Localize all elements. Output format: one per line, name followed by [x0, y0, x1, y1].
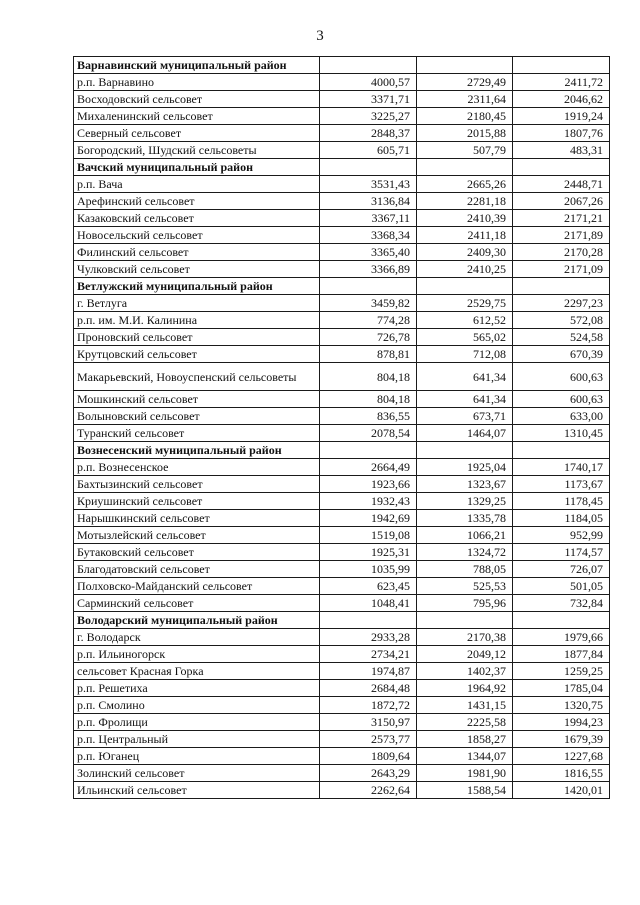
settlement-name: Ильинский сельсовет: [74, 782, 320, 799]
value-col-1: 3367,11: [320, 210, 417, 227]
value-col-1: 3459,82: [320, 295, 417, 312]
value-col-3: 1740,17: [513, 459, 610, 476]
value-col-3: [513, 159, 610, 176]
table-row: [74, 748, 610, 765]
table-row: [74, 544, 610, 561]
value-col-1: 836,55: [320, 408, 417, 425]
value-col-1: 3136,84: [320, 193, 417, 210]
value-col-1: 1519,08: [320, 527, 417, 544]
section-header-row: [74, 612, 610, 629]
value-col-3: 1420,01: [513, 782, 610, 799]
value-col-2: 565,02: [417, 329, 513, 346]
value-col-2: 712,08: [417, 346, 513, 363]
settlement-name: сельсовет Красная Горка: [74, 663, 320, 680]
settlement-name: Новосельский сельсовет: [74, 227, 320, 244]
table-row: [74, 408, 610, 425]
value-col-2: 1964,92: [417, 680, 513, 697]
value-col-2: [417, 57, 513, 74]
value-col-1: 2643,29: [320, 765, 417, 782]
table-row: [74, 595, 610, 612]
value-col-3: 1785,04: [513, 680, 610, 697]
value-col-1: 3225,27: [320, 108, 417, 125]
value-col-3: 1679,39: [513, 731, 610, 748]
value-col-2: [417, 159, 513, 176]
settlement-name: р.п. Решетиха: [74, 680, 320, 697]
settlement-name: Сарминский сельсовет: [74, 595, 320, 612]
table-row: [74, 261, 610, 278]
settlement-name: Золинский сельсовет: [74, 765, 320, 782]
value-col-1: 1923,66: [320, 476, 417, 493]
value-col-3: 600,63: [513, 363, 610, 391]
table-row: [74, 74, 610, 91]
table-row: [74, 391, 610, 408]
value-col-2: 1402,37: [417, 663, 513, 680]
table-row: [74, 329, 610, 346]
value-col-2: 1324,72: [417, 544, 513, 561]
value-col-3: 501,05: [513, 578, 610, 595]
settlement-name: Северный сельсовет: [74, 125, 320, 142]
settlement-name: Волыновский сельсовет: [74, 408, 320, 425]
value-col-3: 2448,71: [513, 176, 610, 193]
value-col-1: 774,28: [320, 312, 417, 329]
settlement-name: Восходовский сельсовет: [74, 91, 320, 108]
settlement-name: р.п. Фролищи: [74, 714, 320, 731]
table-row: [74, 346, 610, 363]
value-col-2: 612,52: [417, 312, 513, 329]
value-col-2: 2665,26: [417, 176, 513, 193]
settlement-name: Полховско-Майданский сельсовет: [74, 578, 320, 595]
value-col-1: 2078,54: [320, 425, 417, 442]
value-col-1: 4000,57: [320, 74, 417, 91]
settlement-name: Макарьевский, Новоуспенский сельсоветы: [74, 363, 320, 391]
value-col-3: [513, 278, 610, 295]
value-col-1: 804,18: [320, 363, 417, 391]
table-row: [74, 142, 610, 159]
table-row: [74, 91, 610, 108]
value-col-1: 2684,48: [320, 680, 417, 697]
value-col-2: 1858,27: [417, 731, 513, 748]
settlement-name: р.п. Центральный: [74, 731, 320, 748]
table-row: [74, 476, 610, 493]
table-row: [74, 244, 610, 261]
settlement-name: Проновский сельсовет: [74, 329, 320, 346]
settlement-name: Михаленинский сельсовет: [74, 108, 320, 125]
value-col-3: 2046,62: [513, 91, 610, 108]
table-row: [74, 493, 610, 510]
value-col-1: 2848,37: [320, 125, 417, 142]
value-col-1: 605,71: [320, 142, 417, 159]
settlement-name: р.п. Юганец: [74, 748, 320, 765]
value-col-2: 641,34: [417, 363, 513, 391]
settlement-name: Чулковский сельсовет: [74, 261, 320, 278]
settlement-name: Арефинский сельсовет: [74, 193, 320, 210]
table-row: [74, 425, 610, 442]
value-col-2: 1066,21: [417, 527, 513, 544]
table-row: [74, 312, 610, 329]
value-col-2: 788,05: [417, 561, 513, 578]
value-col-2: 2180,45: [417, 108, 513, 125]
value-col-3: 726,07: [513, 561, 610, 578]
value-col-2: 795,96: [417, 595, 513, 612]
value-col-1: [320, 612, 417, 629]
value-col-1: 2573,77: [320, 731, 417, 748]
value-col-3: 670,39: [513, 346, 610, 363]
settlement-name: р.п. Вознесенское: [74, 459, 320, 476]
table-row: [74, 697, 610, 714]
table-row: [74, 561, 610, 578]
settlement-name: г. Ветлуга: [74, 295, 320, 312]
value-col-3: 1178,45: [513, 493, 610, 510]
district-name: Ветлужский муниципальный район: [74, 278, 320, 295]
value-col-3: 2171,21: [513, 210, 610, 227]
settlement-name: Бахтызинский сельсовет: [74, 476, 320, 493]
value-col-1: [320, 57, 417, 74]
value-col-1: 3371,71: [320, 91, 417, 108]
value-col-3: 1174,57: [513, 544, 610, 561]
settlement-name: р.п. Варнавино: [74, 74, 320, 91]
value-col-1: 804,18: [320, 391, 417, 408]
value-col-2: 1329,25: [417, 493, 513, 510]
value-col-3: 1807,76: [513, 125, 610, 142]
value-col-1: 3368,34: [320, 227, 417, 244]
value-col-1: 2664,49: [320, 459, 417, 476]
value-col-2: 2410,39: [417, 210, 513, 227]
table-row: [74, 680, 610, 697]
value-col-3: 633,00: [513, 408, 610, 425]
value-col-2: 525,53: [417, 578, 513, 595]
table-row: [74, 782, 610, 799]
settlement-name: Крутцовский сельсовет: [74, 346, 320, 363]
value-col-2: 1588,54: [417, 782, 513, 799]
settlement-name: Бутаковский сельсовет: [74, 544, 320, 561]
table-row: [74, 578, 610, 595]
value-col-2: 641,34: [417, 391, 513, 408]
value-col-1: 3366,89: [320, 261, 417, 278]
table-row: [74, 193, 610, 210]
value-col-2: 1344,07: [417, 748, 513, 765]
value-col-2: 1981,90: [417, 765, 513, 782]
value-col-3: 2171,89: [513, 227, 610, 244]
value-col-1: [320, 159, 417, 176]
value-col-2: 2170,38: [417, 629, 513, 646]
settlement-name: р.п. Вача: [74, 176, 320, 193]
value-col-1: 1942,69: [320, 510, 417, 527]
district-name: Володарский муниципальный район: [74, 612, 320, 629]
section-header-row: [74, 442, 610, 459]
value-col-2: 1464,07: [417, 425, 513, 442]
value-col-2: 2049,12: [417, 646, 513, 663]
value-col-1: 1035,99: [320, 561, 417, 578]
value-col-2: [417, 442, 513, 459]
table-row: [74, 459, 610, 476]
value-col-3: 2411,72: [513, 74, 610, 91]
value-col-3: 2067,26: [513, 193, 610, 210]
value-col-3: 1877,84: [513, 646, 610, 663]
section-header-row: [74, 159, 610, 176]
settlement-name: р.п. Ильиногорск: [74, 646, 320, 663]
value-col-1: [320, 442, 417, 459]
value-col-3: 483,31: [513, 142, 610, 159]
settlement-name: Филинский сельсовет: [74, 244, 320, 261]
value-col-2: 1431,15: [417, 697, 513, 714]
value-col-1: 2734,21: [320, 646, 417, 663]
settlement-name: Богородский, Шудский сельсоветы: [74, 142, 320, 159]
value-col-2: 2015,88: [417, 125, 513, 142]
value-col-2: 2529,75: [417, 295, 513, 312]
value-col-2: 1925,04: [417, 459, 513, 476]
table-row: [74, 646, 610, 663]
value-col-3: 2170,28: [513, 244, 610, 261]
value-col-2: [417, 612, 513, 629]
value-col-3: 732,84: [513, 595, 610, 612]
settlement-name: Нарышкинский сельсовет: [74, 510, 320, 527]
table-row: [74, 176, 610, 193]
value-col-1: 2933,28: [320, 629, 417, 646]
settlement-name: р.п. им. М.И. Калинина: [74, 312, 320, 329]
value-col-3: 2297,23: [513, 295, 610, 312]
value-col-2: 2729,49: [417, 74, 513, 91]
table-row: [74, 527, 610, 544]
value-col-2: 2281,18: [417, 193, 513, 210]
value-col-1: 3531,43: [320, 176, 417, 193]
value-col-1: 1925,31: [320, 544, 417, 561]
value-col-2: 2410,25: [417, 261, 513, 278]
value-col-1: 1974,87: [320, 663, 417, 680]
table-row: [74, 714, 610, 731]
value-col-1: 1809,64: [320, 748, 417, 765]
value-col-3: 1816,55: [513, 765, 610, 782]
value-col-3: 1994,23: [513, 714, 610, 731]
value-col-3: 2171,09: [513, 261, 610, 278]
table-row: [74, 629, 610, 646]
settlement-name: г. Володарск: [74, 629, 320, 646]
value-col-2: 673,71: [417, 408, 513, 425]
table-row: [74, 227, 610, 244]
value-col-3: 524,58: [513, 329, 610, 346]
settlement-name: Мотызлейский сельсовет: [74, 527, 320, 544]
value-col-1: 1872,72: [320, 697, 417, 714]
value-col-3: [513, 57, 610, 74]
district-name: Вачский муниципальный район: [74, 159, 320, 176]
value-col-1: 1048,41: [320, 595, 417, 612]
value-col-3: 1979,66: [513, 629, 610, 646]
value-col-2: 2225,58: [417, 714, 513, 731]
value-col-3: 1227,68: [513, 748, 610, 765]
settlement-name: Благодатовский сельсовет: [74, 561, 320, 578]
section-header-row: [74, 57, 610, 74]
value-col-2: 2311,64: [417, 91, 513, 108]
value-col-3: 600,63: [513, 391, 610, 408]
value-col-2: 1335,78: [417, 510, 513, 527]
value-col-3: 1184,05: [513, 510, 610, 527]
value-col-2: 2411,18: [417, 227, 513, 244]
value-col-3: [513, 612, 610, 629]
tariff-table: [73, 56, 610, 799]
value-col-2: 507,79: [417, 142, 513, 159]
table-row: [74, 731, 610, 748]
value-col-3: 1320,75: [513, 697, 610, 714]
table-row: [74, 765, 610, 782]
value-col-1: 623,45: [320, 578, 417, 595]
page-number: 3: [316, 28, 324, 44]
value-col-3: 1259,25: [513, 663, 610, 680]
value-col-2: 1323,67: [417, 476, 513, 493]
district-name: Вознесенский муниципальный район: [74, 442, 320, 459]
value-col-2: 2409,30: [417, 244, 513, 261]
value-col-1: 726,78: [320, 329, 417, 346]
value-col-3: 572,08: [513, 312, 610, 329]
value-col-1: 3150,97: [320, 714, 417, 731]
value-col-1: 3365,40: [320, 244, 417, 261]
value-col-2: [417, 278, 513, 295]
district-name: Варнавинский муниципальный район: [74, 57, 320, 74]
table-row: [74, 125, 610, 142]
table-row: [74, 108, 610, 125]
value-col-3: 952,99: [513, 527, 610, 544]
section-header-row: [74, 278, 610, 295]
value-col-1: 1932,43: [320, 493, 417, 510]
table-row: [74, 363, 610, 391]
settlement-name: Казаковский сельсовет: [74, 210, 320, 227]
value-col-1: [320, 278, 417, 295]
table-row: [74, 663, 610, 680]
table-body: [74, 57, 610, 799]
table-row: [74, 210, 610, 227]
table-row: [74, 295, 610, 312]
value-col-1: 878,81: [320, 346, 417, 363]
value-col-1: 2262,64: [320, 782, 417, 799]
value-col-3: [513, 442, 610, 459]
settlement-name: Туранский сельсовет: [74, 425, 320, 442]
value-col-3: 1919,24: [513, 108, 610, 125]
value-col-3: 1310,45: [513, 425, 610, 442]
settlement-name: Криушинский сельсовет: [74, 493, 320, 510]
table-row: [74, 510, 610, 527]
settlement-name: р.п. Смолино: [74, 697, 320, 714]
settlement-name: Мошкинский сельсовет: [74, 391, 320, 408]
value-col-3: 1173,67: [513, 476, 610, 493]
